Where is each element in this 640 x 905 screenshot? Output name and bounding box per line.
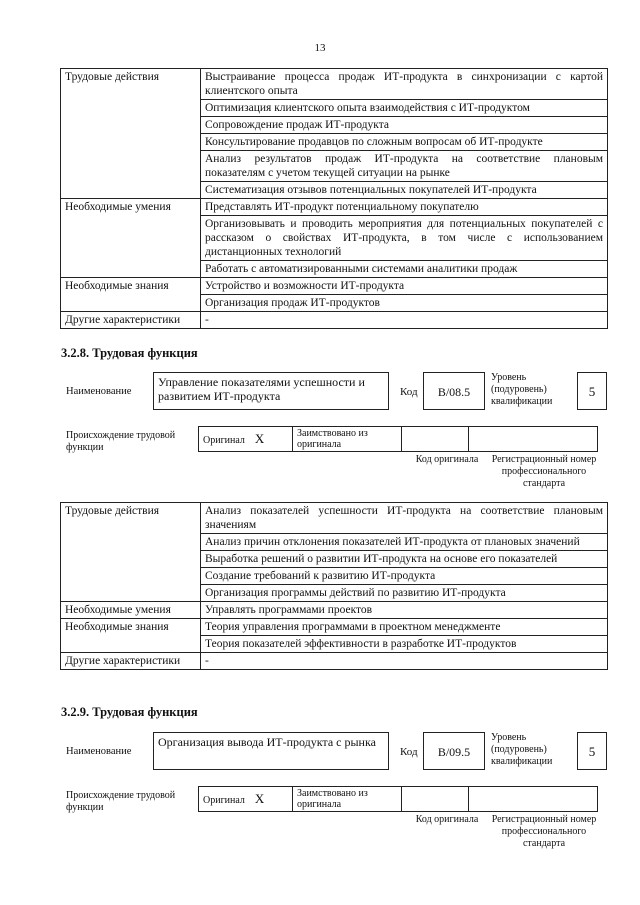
item-cell: Консультирование продавцов по сложным вопросам об ИТ-продукте — [201, 134, 608, 151]
category-cell: Трудовые действия — [61, 69, 201, 199]
code-original-caption: Код оригинала — [415, 814, 479, 825]
level-box: 5 — [577, 372, 607, 410]
reg-number-cell — [469, 427, 598, 452]
item-cell: Работать с автоматизированными системами аналитики продаж — [201, 261, 608, 278]
category-cell: Другие характеристики — [61, 653, 201, 670]
borrowed-cell: Заимствовано из оригинала — [293, 427, 402, 452]
borrowed-cell: Заимствовано из оригинала — [293, 787, 402, 812]
category-cell: Необходимые умения — [61, 199, 201, 278]
item-cell: Выстраивание процесса продаж ИТ-продукта в синхронизации с картой клиентского опыта — [201, 69, 608, 100]
reg-number-cell — [469, 787, 598, 812]
item-cell: Анализ показателей успешности ИТ-продукта на соответствие плановым значениям — [201, 503, 608, 534]
category-cell: Трудовые действия — [61, 503, 201, 602]
table-row — [61, 602, 608, 619]
level-box: 5 — [577, 732, 607, 770]
category-cell: Необходимые умения — [61, 602, 201, 619]
code-label: Код — [400, 746, 418, 758]
level-label: Уровень (подуровень) квалификации — [491, 372, 553, 407]
code-original-cell — [402, 427, 469, 452]
item-cell: Теория показателей эффективности в разработке ИТ-продуктов — [201, 636, 608, 653]
function-name-box: Организация вывода ИТ-продукта с рынка — [153, 732, 389, 770]
item-cell: Анализ результатов продаж ИТ-продукта на соответствие плановым показателям с учетом текущей ситуации на рынке — [201, 151, 608, 182]
section-heading-3-2-9: 3.2.9. Трудовая функция — [61, 705, 198, 719]
table-row — [61, 653, 608, 670]
original-cell: Оригинал X — [199, 427, 293, 452]
item-cell: Создание требований к развитию ИТ-продукта — [201, 568, 608, 585]
origin-table — [198, 426, 598, 452]
function-name-box: Управление показателями успешности и развитием ИТ-продукта — [153, 372, 389, 410]
origin-table — [198, 786, 598, 812]
labor-table-2 — [60, 502, 608, 670]
item-cell: - — [201, 312, 608, 329]
function-code-box: B/09.5 — [423, 732, 485, 770]
labor-table-1 — [60, 68, 608, 329]
section-heading-3-2-8: 3.2.8. Трудовая функция — [61, 346, 198, 360]
item-cell: Оптимизация клиентского опыта взаимодействия с ИТ-продуктом — [201, 100, 608, 117]
page-number: 13 — [314, 42, 326, 54]
item-cell: Сопровождение продаж ИТ-продукта — [201, 117, 608, 134]
code-label: Код — [400, 386, 418, 398]
origin-label: Происхождение трудовой функции — [66, 430, 176, 453]
reg-number-caption: Регистрационный номер профессионального стандарта — [491, 814, 597, 849]
original-mark: X — [254, 431, 265, 446]
original-cell: Оригинал X — [199, 787, 293, 812]
item-cell: Систематизация отзывов потенциальных покупателей ИТ-продукта — [201, 182, 608, 199]
table-row — [61, 69, 608, 100]
item-cell: Организовывать и проводить мероприятия для потенциальных покупателей с рассказом о свойствах ИТ-продукта, в том числе с использованием дистанционных технологий — [201, 216, 608, 261]
category-cell: Необходимые знания — [61, 278, 201, 312]
category-cell: Необходимые знания — [61, 619, 201, 653]
origin-label: Происхождение трудовой функции — [66, 790, 176, 813]
code-original-caption: Код оригинала — [415, 454, 479, 465]
original-mark: X — [254, 791, 265, 806]
level-label: Уровень (подуровень) квалификации — [491, 732, 553, 767]
item-cell: Анализ причин отклонения показателей ИТ-продукта от плановых значений — [201, 534, 608, 551]
item-cell: Организация программы действий по развитию ИТ-продукта — [201, 585, 608, 602]
category-cell: Другие характеристики — [61, 312, 201, 329]
code-original-cell — [402, 787, 469, 812]
function-code-box: B/08.5 — [423, 372, 485, 410]
item-cell: Выработка решений о развитии ИТ-продукта на основе его показателей — [201, 551, 608, 568]
table-row — [61, 503, 608, 534]
item-cell: Теория управления программами в проектном менеджменте — [201, 619, 608, 636]
name-label: Наименование — [66, 386, 132, 397]
item-cell: Устройство и возможности ИТ-продукта — [201, 278, 608, 295]
table-row — [61, 312, 608, 329]
name-label: Наименование — [66, 746, 132, 757]
item-cell: Представлять ИТ-продукт потенциальному покупателю — [201, 199, 608, 216]
table-row — [61, 278, 608, 295]
table-row — [61, 619, 608, 636]
reg-number-caption: Регистрационный номер профессионального стандарта — [491, 454, 597, 489]
table-row — [61, 199, 608, 216]
item-cell: Управлять программами проектов — [201, 602, 608, 619]
item-cell: - — [201, 653, 608, 670]
item-cell: Организация продаж ИТ-продуктов — [201, 295, 608, 312]
